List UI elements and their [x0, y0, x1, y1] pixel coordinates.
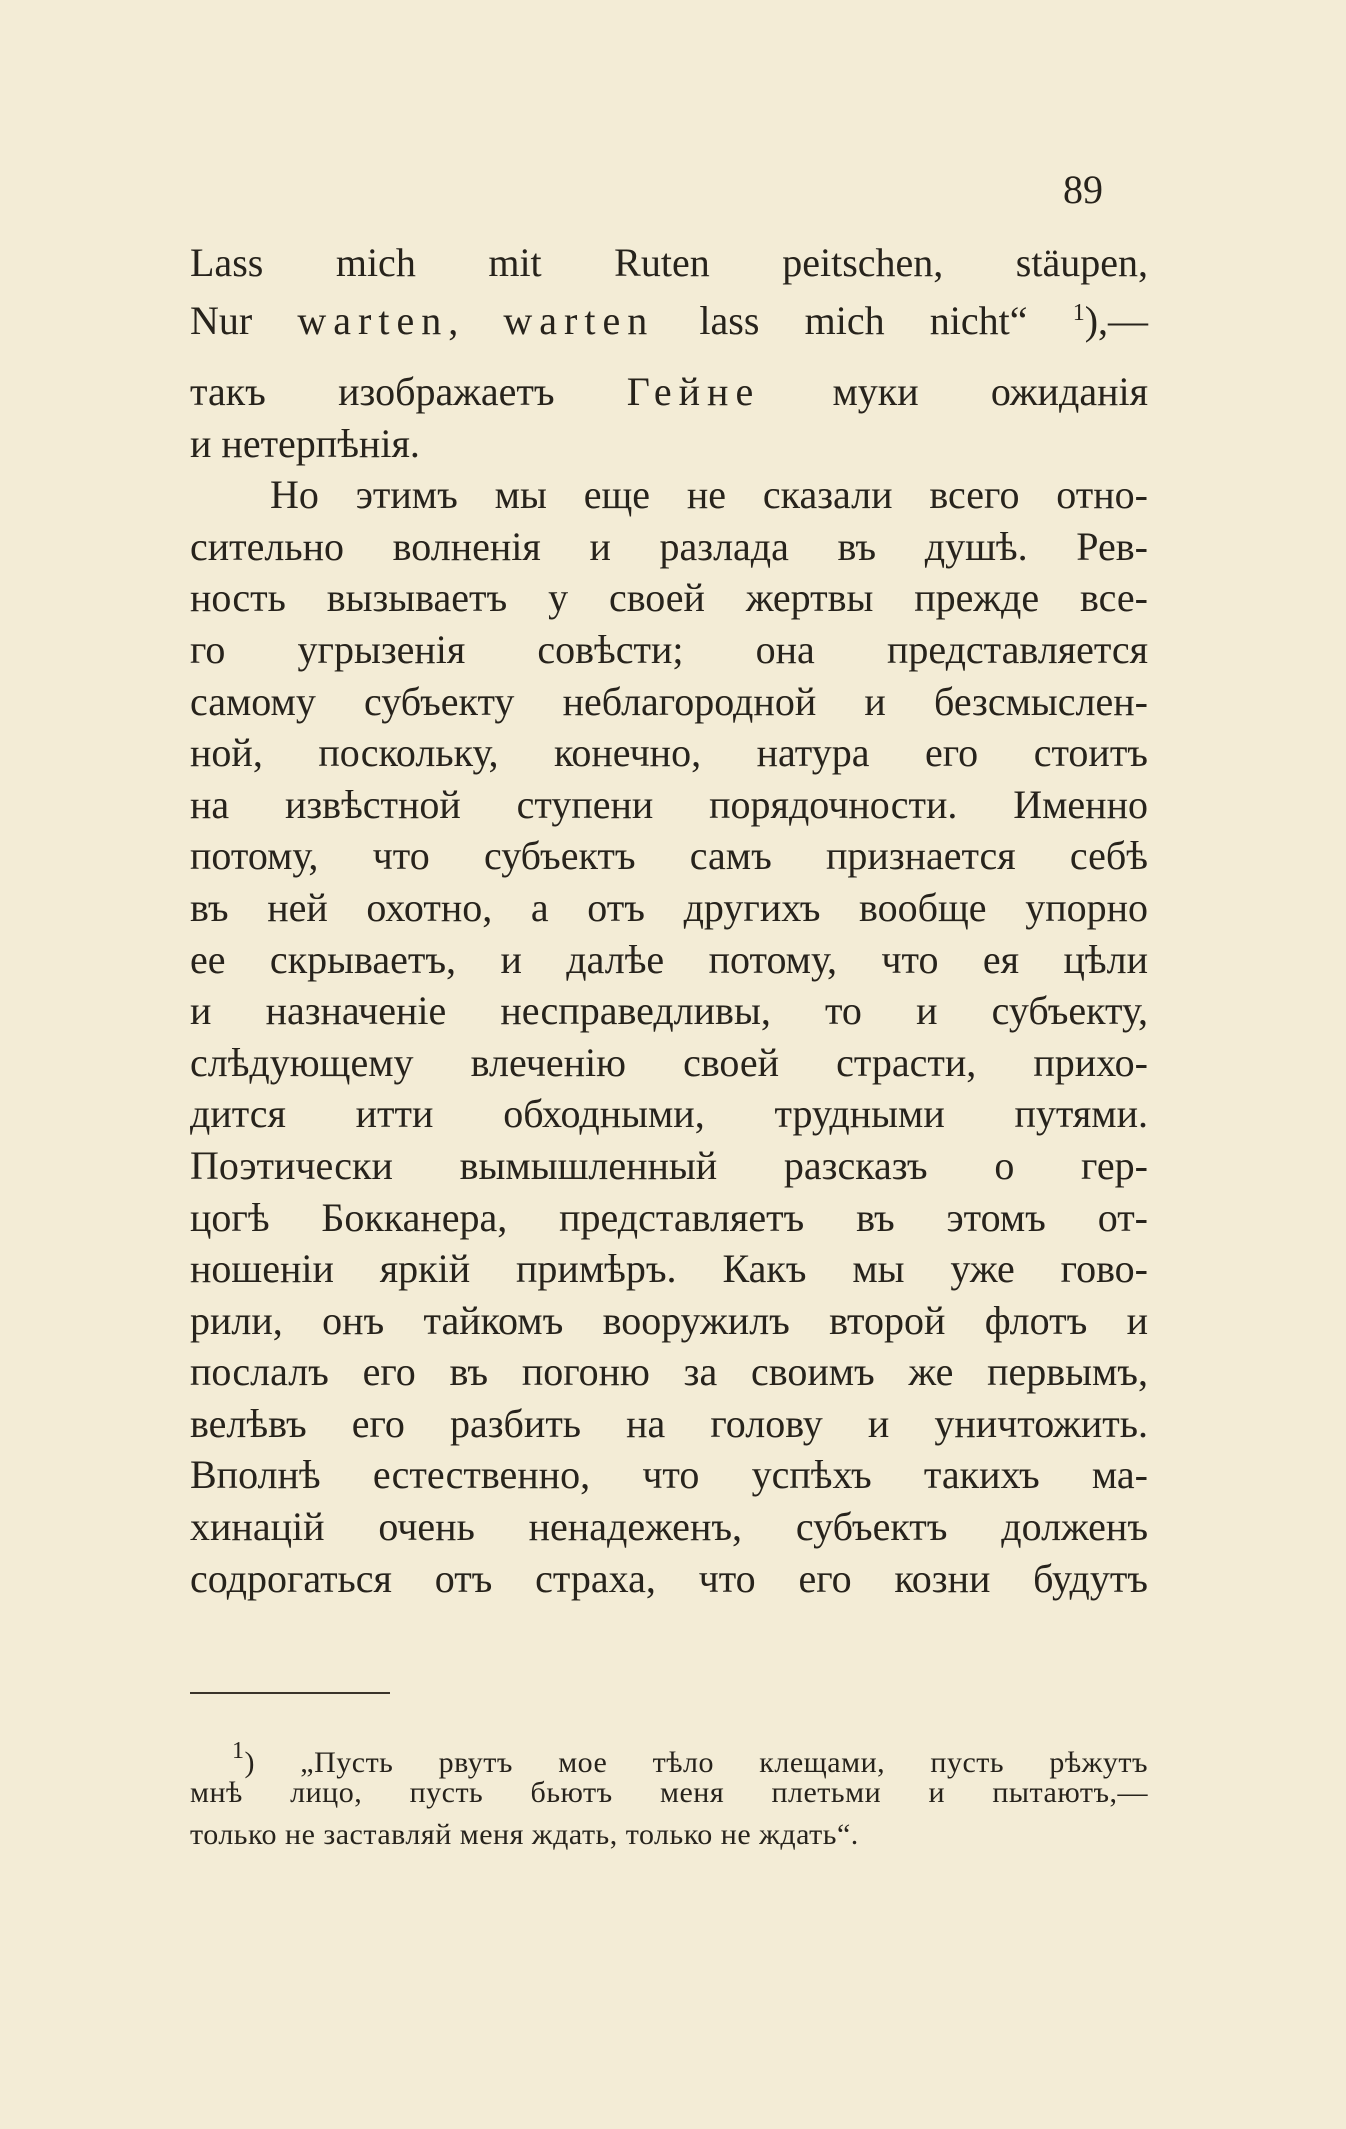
body-text [190, 366, 1148, 1604]
verse-line-2-middle: , [448, 298, 504, 343]
verse-line-2-tail: ),— [1084, 298, 1149, 343]
paragraph-2-line: го угрызенія совѣсти; она представляется [190, 626, 1148, 672]
paragraph-1-line-1 [190, 366, 1148, 418]
author-name-spaced: Гейне [626, 369, 761, 414]
paragraph-2-line: самому субъекту неблагородной и безсмыслен- [190, 678, 1148, 724]
paragraph-2-line: и назначеніе несправедливы, то и субъекту, [190, 988, 1148, 1034]
paragraph-2-line: ее скрываетъ, и далѣе потому, что ея цѣли [190, 936, 1148, 982]
paragraph-2-line: послалъ его въ погоню за своимъ же первымъ, [190, 1349, 1148, 1395]
footnote [190, 1730, 1148, 1856]
paragraph-1-line-1-start: такъ изображаетъ [190, 369, 627, 414]
footnote-line-1 [190, 1730, 1148, 1779]
footnote-divider [190, 1692, 390, 1694]
paragraph-1-line-2: и нетерпѣнія. [190, 420, 420, 466]
footnote-line-1-text: ) „Пусть рвутъ мое тѣло клещами, пусть рѣжутъ [244, 1746, 1148, 1779]
paragraph-2-line: ношеніи яркій примѣръ. Какъ мы уже гово- [190, 1246, 1148, 1292]
paragraph-2-line: слѣдующему влеченію своей страсти, прихо- [190, 1039, 1148, 1085]
paragraph-2-line: содрогаться отъ страха, что его козни будутъ [190, 1555, 1148, 1601]
paragraph-2-line: потому, что субъектъ самъ признается себѣ [190, 833, 1148, 879]
paragraph-2-line: рили, онъ тайкомъ вооружилъ второй флотъ и [190, 1297, 1148, 1343]
paragraph-2-line: на извѣстной ступени порядочности. Именно [190, 781, 1148, 827]
verse-spaced-word-2: warten [503, 298, 655, 343]
paragraph-2-line: ность вызываетъ у своей жертвы прежде все- [190, 575, 1148, 621]
footnote-ref: 1 [1072, 300, 1085, 326]
paragraph-1-line-1-end: муки ожиданія [760, 369, 1148, 414]
verse-line-1: Lass mich mit Ruten peitschen, stäupen, [190, 240, 1148, 285]
paragraph-2-line: цогѣ Бокканера, представляетъ въ этомъ от- [190, 1194, 1148, 1240]
paragraph-2-line: Но этимъ мы еще не сказали всего отно- [270, 472, 1148, 518]
verse-line-2-start: Nur [190, 298, 298, 343]
footnote-line-2: мнѣ лицо, пусть бьютъ меня плетьми и пытаютъ,— [190, 1776, 1148, 1809]
paragraph-2-line: въ ней охотно, а отъ другихъ вообще упорно [190, 884, 1148, 930]
paragraph-2-line: Поэтически вымышленный разсказъ о гер- [190, 1142, 1148, 1188]
footnote-number: 1 [232, 1738, 245, 1764]
paragraph-2-line: сительно волненія и разлада въ душѣ. Рев- [190, 523, 1148, 569]
paragraph-2-line: дится итти обходными, трудными путями. [190, 1091, 1148, 1137]
verse-line-2-end: lass mich nicht“ [654, 298, 1028, 343]
page-number: 89 [1063, 167, 1103, 212]
verse-line-2 [190, 288, 1149, 343]
paragraph-2-line: хинацій очень ненадеженъ, субъектъ долженъ [190, 1504, 1148, 1550]
paragraph-2-line: ной, поскольку, конечно, натура его стоитъ [190, 730, 1148, 776]
footnote-line-3: только не заставляй меня ждать, только не ждать“. [190, 1818, 859, 1851]
verse-quote [190, 238, 1149, 343]
paragraph-2-line: велѣвъ его разбить на голову и уничтожить. [190, 1400, 1148, 1446]
verse-spaced-word-1: warten [297, 298, 449, 343]
paragraph-2-line: Вполнѣ естественно, что успѣхъ такихъ ма- [190, 1452, 1148, 1498]
